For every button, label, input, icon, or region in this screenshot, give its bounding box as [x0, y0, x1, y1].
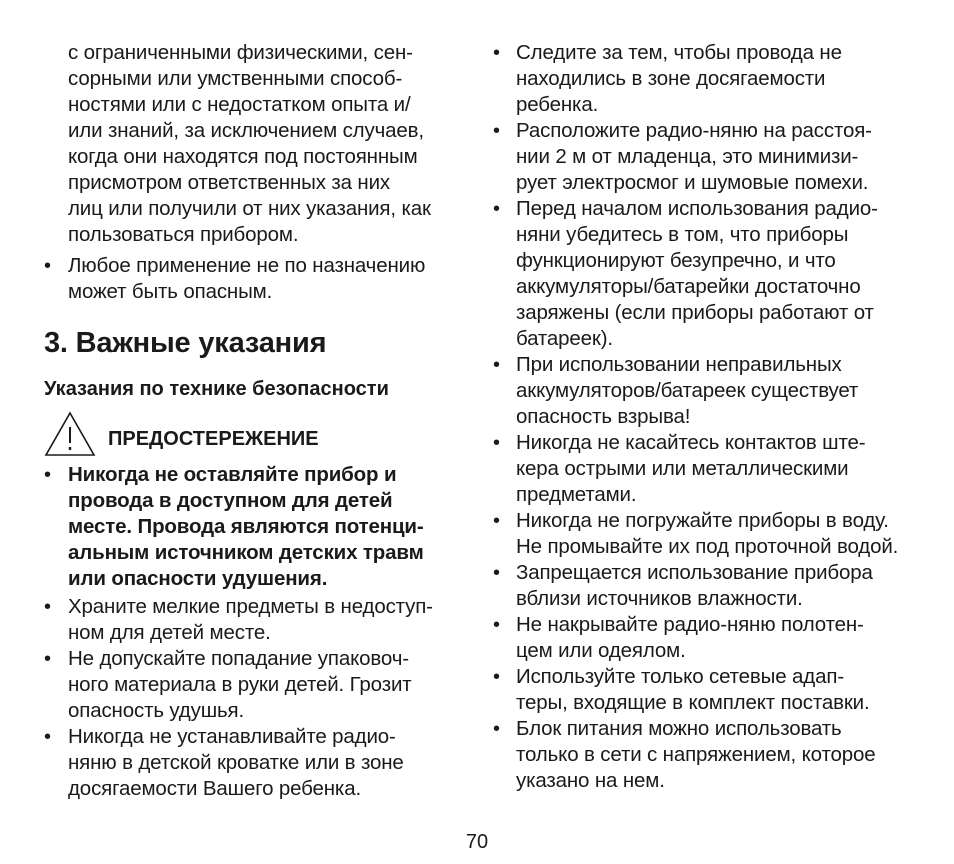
right-bullet-line: Перед началом использования радио-	[516, 197, 878, 220]
right-bullet-line: аккумуляторов/батареек существует	[516, 379, 859, 402]
bold-warning-line: месте. Провода являются потенци-	[68, 515, 424, 538]
bullet-symbol: •	[44, 464, 52, 486]
intro-line: пользоваться прибором.	[68, 223, 299, 246]
bullet-symbol: •	[493, 120, 501, 142]
bullet-symbol: •	[44, 726, 52, 748]
crib-line: Никогда не устанавливайте радио-	[68, 725, 396, 748]
right-bullet-line: находились в зоне досягаемости	[516, 67, 826, 90]
right-bullet-line: Никогда не погружайте приборы в воду.	[516, 509, 889, 532]
right-bullet-line: Не промывайте их под проточной водой.	[516, 535, 899, 558]
right-bullet-line: Никогда не касайтесь контактов ште-	[516, 431, 866, 454]
bullet-symbol: •	[493, 614, 501, 636]
page-number: 70	[465, 831, 489, 853]
right-bullet-line: нии 2 м от младенца, это минимизи-	[516, 145, 859, 168]
right-bullet-line: кера острыми или металлическими	[516, 457, 849, 480]
right-bullet-line: указано на нем.	[516, 769, 665, 792]
right-bullet-line: Расположите радио-няню на расстоя-	[516, 119, 872, 142]
right-bullet-line: рует электросмог и шумовые помехи.	[516, 171, 869, 194]
bullet-symbol: •	[493, 718, 501, 740]
misuse-line: может быть опасным.	[68, 280, 273, 303]
warning-triangle-icon	[44, 411, 96, 457]
bold-warning-line: Никогда не оставляйте прибор и	[68, 463, 397, 486]
right-bullet-line: заряжены (если приборы работают от	[516, 301, 874, 324]
crib-line: няню в детской кроватке или в зоне	[68, 751, 404, 774]
right-bullet-line: Используйте только сетевые адап-	[516, 665, 844, 688]
packaging-line: опасность удушья.	[68, 699, 245, 722]
bullet-symbol: •	[493, 42, 501, 64]
misuse-line: Любое применение не по назначению	[68, 254, 426, 277]
packaging-line: Не допускайте попадание упаковоч-	[68, 647, 409, 670]
intro-line: с ограниченными физическими, сен-	[68, 41, 413, 64]
bold-warning-line: или опасности удушения.	[68, 567, 328, 590]
section-heading: 3. Важные указания	[44, 327, 327, 359]
bullet-symbol: •	[493, 432, 501, 454]
bullet-symbol: •	[493, 198, 501, 220]
warning-label: ПРЕДОСТЕРЕЖЕНИЕ	[108, 428, 319, 450]
right-bullet-line: функционируют безупречно, и что	[516, 249, 836, 272]
safety-subheading: Указания по технике безопасности	[44, 378, 389, 400]
packaging-line: ного материала в руки детей. Грозит	[68, 673, 412, 696]
intro-line: или знаний, за исключением случаев,	[68, 119, 424, 142]
intro-line: сорными или умственными способ-	[68, 67, 403, 90]
right-bullet-line: аккумуляторы/батарейки достаточно	[516, 275, 861, 298]
bullet-symbol: •	[493, 510, 501, 532]
crib-line: досягаемости Вашего ребенка.	[68, 777, 361, 800]
intro-line: присмотром ответственных за них	[68, 171, 390, 194]
bold-warning-line: провода в доступном для детей	[68, 489, 393, 512]
right-bullet-line: вблизи источников влажности.	[516, 587, 803, 610]
bullet-symbol: •	[493, 354, 501, 376]
right-bullet-line: цем или одеялом.	[516, 639, 686, 662]
right-bullet-line: Следите за тем, чтобы провода не	[516, 41, 842, 64]
right-bullet-line: предметами.	[516, 483, 637, 506]
right-bullet-line: Запрещается использование прибора	[516, 561, 873, 584]
intro-line: ностями или с недостатком опыта и/	[68, 93, 411, 116]
right-bullet-line: теры, входящие в комплект поставки.	[516, 691, 870, 714]
bullet-symbol: •	[493, 562, 501, 584]
right-bullet-line: Блок питания можно использовать	[516, 717, 842, 740]
bullet-symbol: •	[44, 648, 52, 670]
right-bullet-line: няни убедитесь в том, что приборы	[516, 223, 849, 246]
right-bullet-line: Не накрывайте радио-няню полотен-	[516, 613, 864, 636]
right-bullet-line: ребенка.	[516, 93, 599, 116]
intro-line: когда они находятся под постоянным	[68, 145, 418, 168]
bold-warning-line: альным источником детских травм	[68, 541, 424, 564]
small-items-line: ном для детей месте.	[68, 621, 271, 644]
bullet-symbol: •	[493, 666, 501, 688]
right-bullet-line: батареек).	[516, 327, 613, 350]
right-bullet-line: только в сети с напряжением, которое	[516, 743, 876, 766]
bullet-symbol: •	[44, 255, 52, 277]
right-bullet-line: опасность взрыва!	[516, 405, 691, 428]
small-items-line: Храните мелкие предметы в недоступ-	[68, 595, 433, 618]
intro-line: лиц или получили от них указания, как	[68, 197, 431, 220]
right-bullet-line: При использовании неправильных	[516, 353, 842, 376]
bullet-symbol: •	[44, 596, 52, 618]
